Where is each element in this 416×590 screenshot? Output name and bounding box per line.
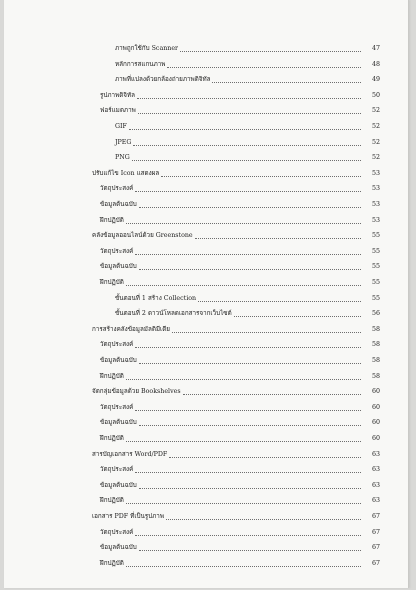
toc-entry-label: คลังข้อมูลออนไลน์ด้วย Greenstone (92, 232, 193, 240)
toc-page-number: 53 (371, 169, 380, 177)
toc-entry (92, 386, 381, 398)
toc-entry (100, 371, 381, 383)
dot-leader (126, 285, 361, 286)
toc-entry-label: ขั้นตอนที่ 1 สร้าง Collection (115, 294, 197, 302)
toc-entry-label: ภาพถูกใช้กับ Scanner (115, 45, 179, 52)
toc-page-number: 60 (371, 435, 380, 442)
dot-leader (234, 316, 361, 317)
toc-entry (92, 168, 381, 180)
dot-leader (137, 98, 361, 99)
toc-entry (100, 246, 381, 258)
toc-entry (100, 417, 381, 429)
toc-entry-label: ปรับแก้ไข Icon แสดงผล (92, 169, 160, 177)
toc-page-number: 67 (371, 528, 380, 536)
toc-page-number: 52 (371, 123, 380, 130)
toc-entry (100, 183, 381, 195)
toc-entry (100, 433, 381, 445)
toc-page-number: 52 (371, 154, 380, 162)
toc-entry-label: รูปภาพดิจิทัล (100, 91, 136, 99)
dot-leader (126, 379, 361, 380)
toc-entry (100, 542, 381, 554)
toc-page-number: 47 (371, 45, 380, 52)
toc-entry-label: ข้อมูลต้นฉบับ (100, 201, 137, 208)
toc-entry (100, 199, 381, 211)
dot-leader (126, 441, 361, 442)
dot-leader (139, 207, 361, 208)
dot-leader (126, 503, 361, 504)
dot-leader (195, 238, 361, 239)
toc-entry-label: ฝึกปฏิบัติ (100, 497, 124, 505)
toc-page-number: 55 (371, 232, 380, 240)
toc-entry-label: ฟอร์แมตภาพ (100, 107, 136, 115)
dot-leader (135, 410, 361, 411)
dot-leader (129, 129, 361, 130)
toc-entry-label: วัตถุประสงค์ (100, 528, 134, 536)
dot-leader (169, 457, 361, 458)
dot-leader (126, 223, 361, 224)
toc-entry (100, 480, 381, 492)
toc-page-number: 67 (371, 544, 380, 552)
toc-entry (115, 293, 381, 305)
dot-leader (139, 425, 361, 426)
toc-entry-label: ฝึกปฏิบัติ (100, 279, 124, 286)
toc-entry (100, 105, 381, 117)
toc-entry-label: ฝึกปฏิบัติ (100, 435, 124, 442)
toc-page-number: 67 (371, 513, 380, 520)
toc-page-number: 55 (371, 279, 380, 286)
toc-page-number: 56 (371, 310, 380, 318)
toc-entry-label: วัตถุประสงค์ (100, 247, 134, 255)
toc-entry (100, 355, 381, 367)
toc-page-number: 67 (371, 559, 380, 567)
dot-leader (135, 347, 361, 348)
toc-entry-label: ฝึกปฏิบัติ (100, 216, 124, 224)
toc-page-number: 63 (371, 450, 380, 458)
toc-entry (115, 137, 381, 149)
toc-entry (100, 495, 381, 507)
toc-page-number: 58 (371, 341, 380, 349)
dot-leader (139, 488, 361, 489)
toc-entry (100, 558, 381, 570)
toc-page-number: 52 (371, 107, 380, 115)
toc-page-number: 63 (371, 466, 380, 474)
toc-entry-label: ข้อมูลต้นฉบับ (100, 357, 137, 364)
toc-page-number: 55 (371, 247, 380, 255)
dot-leader (132, 160, 361, 161)
toc-entry (100, 464, 381, 476)
dot-leader (166, 519, 361, 520)
toc-page-number: 55 (371, 294, 380, 302)
toc-page-number: 58 (371, 357, 380, 364)
toc-page-number: 53 (371, 201, 380, 208)
toc-page-number: 60 (371, 419, 380, 427)
toc-entry-label: GIF (115, 123, 127, 130)
dot-leader (212, 82, 361, 83)
dot-leader (139, 550, 361, 551)
toc-entry-label: วัตถุประสงค์ (100, 185, 134, 193)
toc-entry-label: เอกสาร PDF ที่เป็นรูปภาพ (92, 513, 164, 520)
dot-leader (139, 269, 361, 270)
toc-entry (100, 90, 381, 102)
toc-page-number: 63 (371, 481, 380, 489)
toc-entry (115, 152, 381, 164)
toc-entry-label: วัตถุประสงค์ (100, 341, 134, 349)
toc-page-number: 53 (371, 185, 380, 193)
toc-entry (100, 277, 381, 289)
dot-leader (180, 51, 361, 52)
toc-entry (115, 308, 381, 320)
toc-entry-label: การสร้างคลังข้อมูลมัลติมีเดีย (92, 325, 170, 333)
toc-page-number: 60 (371, 403, 380, 411)
dot-leader (161, 176, 361, 177)
toc-page-number: 58 (371, 372, 380, 380)
toc-entry (100, 261, 381, 273)
toc-entry-label: วัตถุประสงค์ (100, 466, 134, 474)
dot-leader (167, 67, 361, 68)
dot-leader (126, 566, 361, 567)
toc-entry-label: ฝึกปฏิบัติ (100, 559, 124, 567)
toc-page-number: 49 (371, 76, 380, 84)
toc-entry-label: จัดกลุ่มข้อมูลด้วย Bookshelves (92, 388, 181, 396)
toc-page-number: 53 (371, 216, 380, 224)
toc-entry (92, 511, 381, 523)
dot-leader (135, 472, 361, 473)
toc-page-number: 50 (371, 91, 380, 99)
toc-entry-label: ขั้นตอนที่ 2 ดาวน์โหลดเอกสารจากเว็บไซต์ (115, 310, 232, 318)
document-page (4, 0, 409, 588)
dot-leader (139, 363, 361, 364)
toc-entry (100, 215, 381, 227)
toc-entry (115, 74, 381, 86)
dot-leader (133, 145, 361, 146)
dot-leader (135, 254, 361, 255)
dot-leader (135, 535, 361, 536)
toc-entry (92, 324, 381, 336)
dot-leader (172, 332, 361, 333)
toc-entry-label: ข้อมูลต้นฉบับ (100, 481, 137, 489)
toc-entry (115, 43, 381, 55)
toc-entry-label: JPEG (115, 138, 132, 146)
dot-leader (183, 394, 361, 395)
toc-entry (115, 121, 381, 133)
dot-leader (138, 113, 361, 114)
toc-entry-label: หลักการสแกนภาพ (115, 60, 166, 68)
toc-entry-label: ภาพที่แปลงด้วยกล้องถ่ายภาพดิจิทัล (115, 76, 211, 84)
toc-entry-label: ฝึกปฏิบัติ (100, 372, 124, 380)
toc-entry-label: ข้อมูลต้นฉบับ (100, 419, 137, 427)
toc-entry-label: สารบัญเอกสาร Word/PDF (92, 450, 168, 458)
toc-entry (92, 230, 381, 242)
toc-entry-label: ข้อมูลต้นฉบับ (100, 544, 137, 552)
toc-entry (100, 402, 381, 414)
table-of-contents (4, 0, 408, 588)
dot-leader (135, 191, 361, 192)
toc-entry (100, 339, 381, 351)
toc-page-number: 58 (371, 325, 380, 333)
toc-entry (115, 59, 381, 71)
toc-page-number: 63 (371, 497, 380, 505)
toc-page-number: 48 (371, 60, 380, 68)
toc-entry (100, 527, 381, 539)
toc-page-number: 52 (371, 138, 380, 146)
toc-entry (92, 449, 381, 461)
toc-entry-label: PNG (115, 154, 130, 162)
toc-entry-label: ข้อมูลต้นฉบับ (100, 263, 137, 271)
toc-entry-label: วัตถุประสงค์ (100, 403, 134, 411)
toc-page-number: 60 (371, 388, 380, 396)
dot-leader (198, 301, 361, 302)
toc-page-number: 55 (371, 263, 380, 271)
